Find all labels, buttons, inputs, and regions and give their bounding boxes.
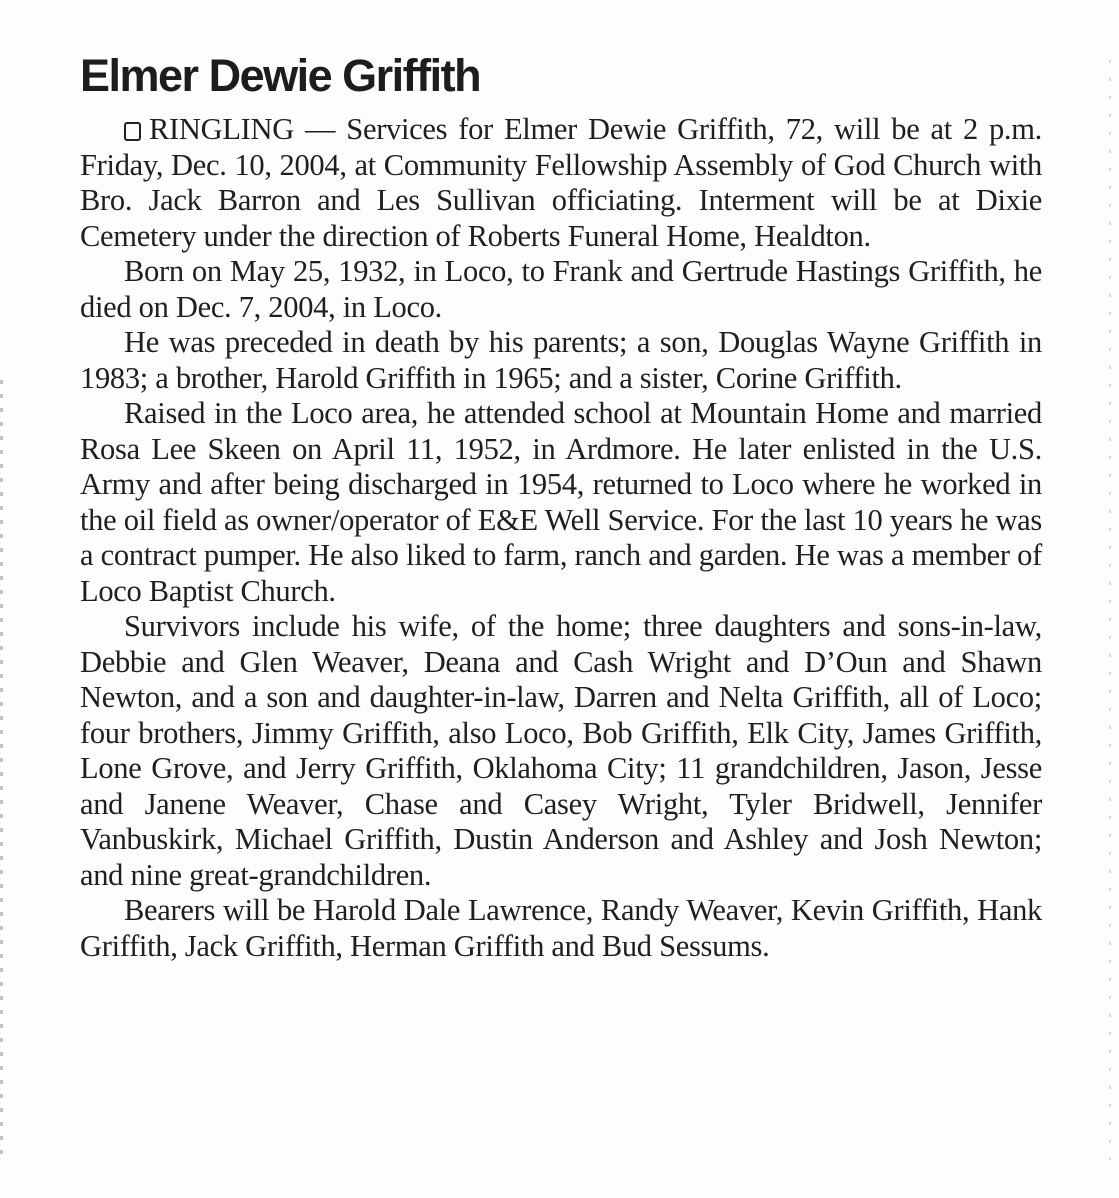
paragraph-survivors: Survivors include his wife, of the home; three daughters and sons-in-law, Debbie and Glen Weaver, Deana and Cash Wright and D’Oun and Shawn Newton, and a son and daughter-in-law, Darren and Nelta Griffith, all of Loco; four brothers, Jimmy Griffith, also Loco, Bob Griffith, Elk City, James Griffith, Lone Grove, and Jerry Griffith, Oklahoma City; 11 grandchildren, Jason, Jesse and Janene Weaver, Chase and Casey Wright, Tyler Bridwell, Jennifer Vanbuskirk, Michael Griffith, Dustin Anderson and Ashley and Josh Newton; and nine great-grandchildren. xyxy=(80,609,1042,892)
obituary-headline: Elmer Dewie Griffith xyxy=(80,50,481,101)
scan-edge-right xyxy=(1109,60,1111,1160)
paragraph-bearers: Bearers will be Harold Dale Lawrence, Randy Weaver, Kevin Griffith, Hank Griffith, Jack Griffith, Herman Griffith and Bud Sessums. xyxy=(80,893,1042,963)
scan-edge-left xyxy=(0,380,3,1160)
paragraph-services xyxy=(80,112,1042,254)
paragraph-birth: Born on May 25, 1932, in Loco, to Frank and Gertrude Hastings Griffith, he died on Dec. 7, 2004, in Loco. xyxy=(80,254,1042,324)
paragraph-text: — Services for Elmer Dewie Griffith, 72, will be at 2 p.m. Friday, Dec. 10, 2004, at Community Fellowship Assembly of God Church with Bro. Jack Barron and Les Sullivan officiating. Interment will be at Dixie Cemetery under the direction of Roberts Funeral Home, Healdton. xyxy=(80,112,1042,253)
paragraph-life: Raised in the Loco area, he attended school at Mountain Home and married Rosa Lee Skeen on April 11, 1952, in Ardmore. He later enlisted in the U.S. Army and after being discharged in 1954, returned to Loco where he worked in the oil field as owner/operator of E&E Well Service. For the last 10 years he was a contract pumper. He also liked to farm, ranch and garden. He was a member of Loco Baptist Church. xyxy=(80,396,1042,608)
obituary-body xyxy=(80,112,1042,964)
paragraph-preceded: He was preceded in death by his parents; a son, Douglas Wayne Griffith in 1983; a brother, Harold Griffith in 1965; and a sister, Corine Griffith. xyxy=(80,325,1042,395)
square-bullet-icon xyxy=(124,122,141,141)
dateline: RINGLING xyxy=(149,112,294,146)
